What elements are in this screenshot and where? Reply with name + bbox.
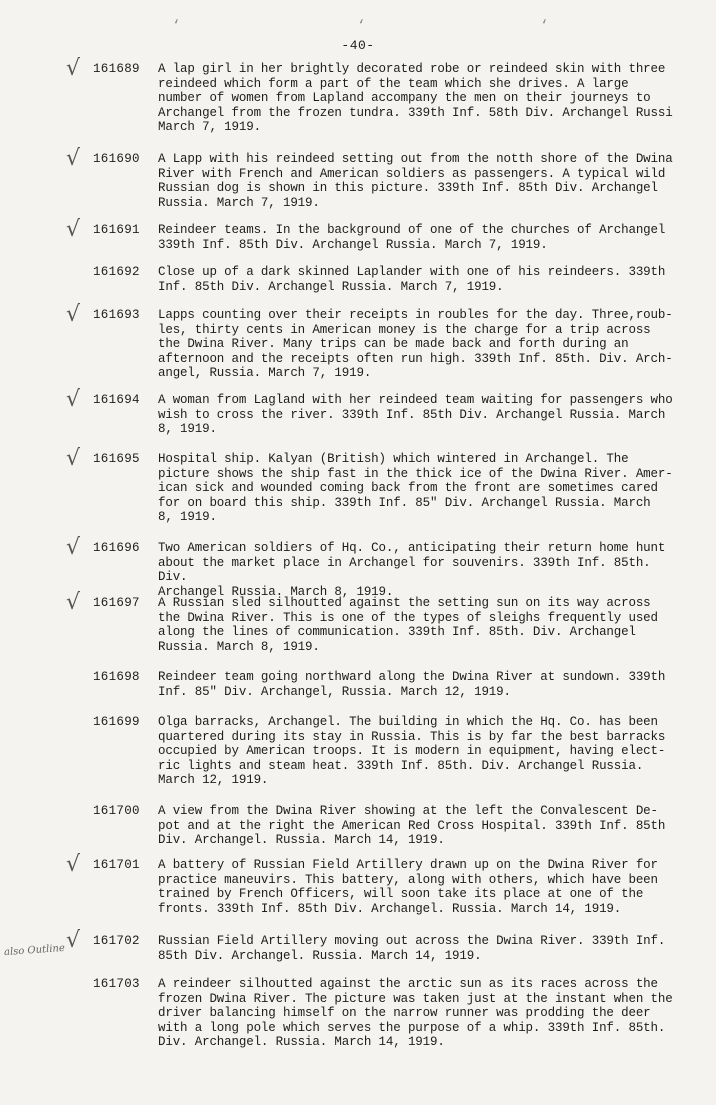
- photo-number: 161698: [93, 670, 140, 684]
- caption-text: A battery of Russian Field Artillery drawn up on the Dwina River for practice maneuvirs. This battery, along with others, which have been trained by French Officers, will soon take its place at one of the fronts. 339th Inf. 85th Div. Archangel. Russia. March 14, 1919.: [158, 858, 658, 916]
- photo-number: 161702: [93, 934, 140, 948]
- caption-text: A woman from Lagland with her reindeed team waiting for passengers who wish to cross the river. 339th Inf. 85th Div. Archangel Russia. March 8, 1919.: [158, 393, 673, 436]
- caption-text: A view from the Dwina River showing at the left the Convalescent De- pot and at the right the American Red Cross Hospital. 339th Inf. 85th Div. Archangel. Russia. March 14, 1919.: [158, 804, 666, 847]
- checkmark-icon: √: [66, 56, 81, 81]
- photo-number: 161693: [93, 308, 140, 322]
- punch-mark: ‘: [172, 18, 181, 34]
- photo-number: 161694: [93, 393, 140, 407]
- caption-text: A Russian sled silhoutted against the setting sun on its way across the Dwina River. This is one of the types of sleighs frequently used along the lines of communication. 339th Inf. 85th. Div. Archangel Russia. March 8, 1919.: [158, 596, 658, 654]
- caption-text: Close up of a dark skinned Laplander with one of his reindeers. 339th Inf. 85th Div. Archangel Russia. March 7, 1919.: [158, 265, 666, 294]
- checkmark-icon: √: [66, 302, 81, 327]
- photo-number: 161691: [93, 223, 140, 237]
- photo-number: 161701: [93, 858, 140, 872]
- caption-text: Hospital ship. Kalyan (British) which wintered in Archangel. The picture shows the ship fast in the thick ice of the Dwina River. Amer- ican sick and wounded coming back from the front are sometimes cared for on board this ship. 339th Inf. 85" Div. Archangel Russia. March 8, 1919.: [158, 452, 673, 524]
- caption-text: A Lapp with his reindeed setting out from the notth shore of the Dwina River with French and American soldiers as passengers. A typical wild Russian dog is shown in this picture. 339th Inf. 85th Div. Archangel Russia. March 7, 1919.: [158, 152, 673, 210]
- caption-text: Two American soldiers of Hq. Co., anticipating their return home hunt about the market place in Archangel for souvenirs. 339th Inf. 85th. Div. Archangel Russia. March 8, 1919.: [158, 541, 666, 599]
- photo-number: 161699: [93, 715, 140, 729]
- checkmark-icon: √: [66, 387, 81, 412]
- checkmark-icon: √: [66, 852, 81, 877]
- caption-text: Olga barracks, Archangel. The building in which the Hq. Co. has been quartered during its stay in Russia. This is by far the best barracks occupied by American troops. It is modern in equipment, having elect- ric lights and steam heat. 339th Inf. 85th. Div. Archangel Russia. March 12, 1919.: [158, 715, 666, 787]
- photo-number: 161697: [93, 596, 140, 610]
- checkmark-icon: √: [66, 928, 81, 953]
- photo-number: 161700: [93, 804, 140, 818]
- photo-number: 161695: [93, 452, 140, 466]
- checkmark-icon: √: [66, 535, 81, 560]
- page-number: -40-: [341, 38, 375, 53]
- caption-text: A reindeer silhoutted against the arctic sun as its races across the frozen Dwina River. The picture was taken just at the instant when the driver balancing himself on the narrow runner was prodding the deer with a long pole which serves the purpose of a whip. 339th Inf. 85th. Div. Archangel. Russia. March 14, 1919.: [158, 977, 673, 1049]
- caption-text: Reindeer teams. In the background of one of the churches of Archangel 339th Inf. 85th Div. Archangel Russia. March 7, 1919.: [158, 223, 666, 252]
- photo-number: 161690: [93, 152, 140, 166]
- punch-mark: ‘: [540, 18, 549, 34]
- checkmark-icon: √: [66, 146, 81, 171]
- caption-text: Reindeer team going northward along the Dwina River at sundown. 339th Inf. 85" Div. Archangel, Russia. March 12, 1919.: [158, 670, 666, 699]
- checkmark-icon: √: [66, 217, 81, 242]
- punch-mark: ‘: [357, 18, 366, 34]
- photo-number: 161689: [93, 62, 140, 76]
- photo-number: 161692: [93, 265, 140, 279]
- checkmark-icon: √: [66, 590, 81, 615]
- checkmark-icon: √: [66, 446, 81, 471]
- photo-number: 161703: [93, 977, 140, 991]
- photo-number: 161696: [93, 541, 140, 555]
- margin-note: also Outline: [3, 942, 66, 959]
- caption-text: Russian Field Artillery moving out across the Dwina River. 339th Inf. 85th Div. Archangel. Russia. March 14, 1919.: [158, 934, 666, 963]
- caption-text: Lapps counting over their receipts in roubles for the day. Three,roub- les, thirty cents in American money is the charge for a trip across the Dwina River. Many trips can be made back and forth during an afternoon and the receipts often run high. 339th Inf. 85th. Div. Arch- angel, Russia. March 7, 1919.: [158, 308, 673, 380]
- caption-text: A lap girl in her brightly decorated robe or reindeed skin with three reindeed which form a part of the team which she drives. A large number of women from Lapland accompany the men on their journeys to Archangel from the frozen tundra. 339th Inf. 58th Div. Archangel Russi March 7, 1919.: [158, 62, 673, 134]
